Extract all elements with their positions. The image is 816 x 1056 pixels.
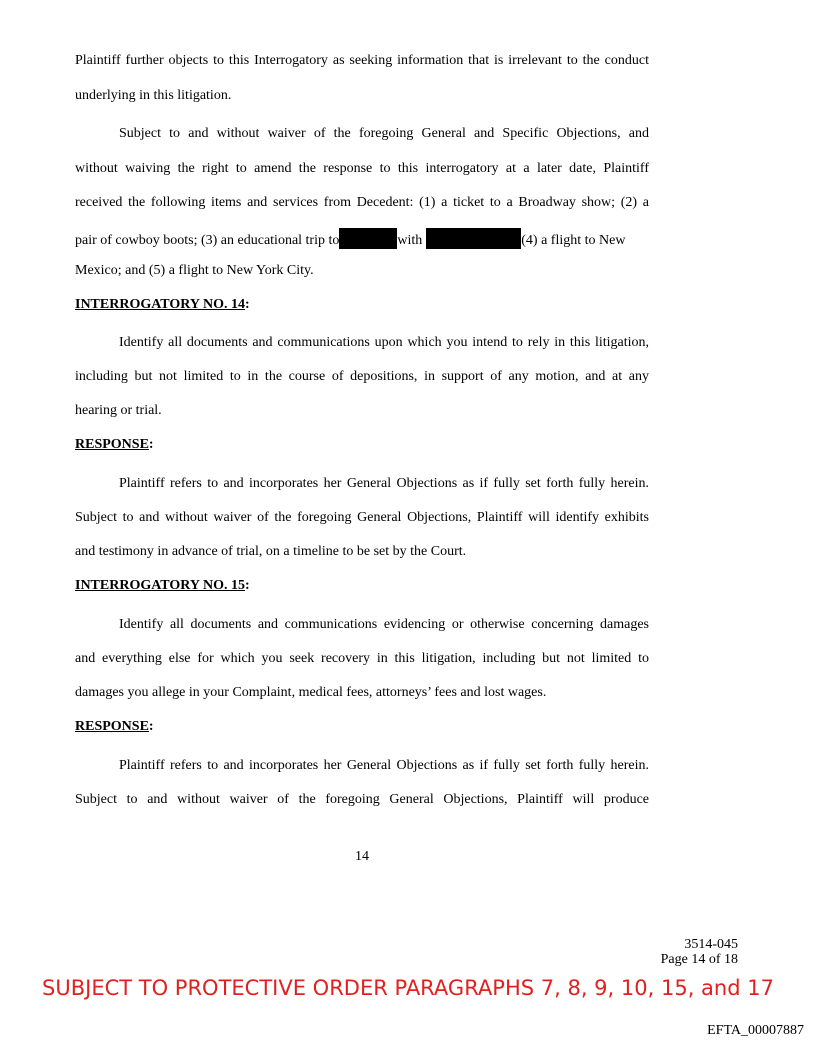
heading-colon: : — [148, 719, 154, 734]
efta-identifier: EFTA_00007887 — [707, 1023, 804, 1038]
protective-order-banner: SUBJECT TO PROTECTIVE ORDER PARAGRAPHS 7, 8, 9, 10, 15, and 17 — [42, 976, 774, 1000]
redaction-block — [339, 228, 397, 249]
text-fragment: pair of cowboy boots; (3) an educational trip to — [75, 233, 340, 248]
interrogatory-14-heading — [75, 296, 649, 314]
heading-text: RESPONSE — [75, 437, 149, 452]
paragraph-line: hearing or trial. — [75, 403, 162, 418]
interrogatory-15-heading — [75, 577, 649, 595]
paragraph-line: Subject to and without waiver of the foregoing General and Specific Objections, and — [119, 126, 649, 141]
heading-text: INTERROGATORY NO. 14 — [75, 297, 245, 312]
heading-text: RESPONSE — [75, 719, 149, 734]
text-fragment: (4) a flight to New — [521, 233, 626, 248]
paragraph-line: Plaintiff further objects to this Interrogatory as seeking information that is irrelevant to the conduct — [75, 53, 649, 68]
page-of-label: Page 14 of 18 — [660, 952, 738, 967]
heading-colon: : — [245, 297, 250, 312]
paragraph-line: Subject to and without waiver of the foregoing General Objections, Plaintiff will produce — [75, 792, 649, 807]
paragraph-line: including but not limited to in the course of depositions, in support of any motion, and at any — [75, 369, 649, 384]
paragraph-line: without waiving the right to amend the response to this interrogatory at a later date, Plaintiff — [75, 161, 649, 176]
paragraph-line: Identify all documents and communications evidencing or otherwise concerning damages — [119, 617, 649, 632]
paragraph-line: and testimony in advance of trial, on a timeline to be set by the Court. — [75, 544, 467, 559]
paragraph-line-redacted — [75, 228, 649, 250]
paragraph-line: Subject to and without waiver of the foregoing General Objections, Plaintiff will identify exhibits — [75, 510, 649, 525]
response-14-heading — [75, 436, 649, 454]
text-fragment: with — [397, 233, 423, 248]
heading-colon: : — [245, 578, 250, 593]
document-code: 3514-045 — [684, 937, 738, 952]
paragraph-line: Plaintiff refers to and incorporates her General Objections as if fully set forth fully herein. — [119, 758, 649, 773]
page-number: 14 — [355, 849, 369, 864]
paragraph-line: Identify all documents and communications upon which you intend to rely in this litigation, — [119, 335, 649, 350]
paragraph-line: and everything else for which you seek recovery in this litigation, including but not limited to — [75, 651, 649, 666]
paragraph-line: damages you allege in your Complaint, medical fees, attorneys’ fees and lost wages. — [75, 685, 547, 700]
paragraph-line: Plaintiff refers to and incorporates her General Objections as if fully set forth fully herein. — [119, 476, 649, 491]
paragraph-line: underlying in this litigation. — [75, 88, 232, 103]
heading-text: INTERROGATORY NO. 15 — [75, 578, 245, 593]
heading-colon: : — [148, 437, 154, 452]
paragraph-line: received the following items and services from Decedent: (1) a ticket to a Broadway show; (2) a — [75, 195, 649, 210]
paragraph-line: Mexico; and (5) a flight to New York City. — [75, 263, 314, 278]
response-15-heading — [75, 718, 649, 736]
redaction-block — [426, 228, 521, 249]
